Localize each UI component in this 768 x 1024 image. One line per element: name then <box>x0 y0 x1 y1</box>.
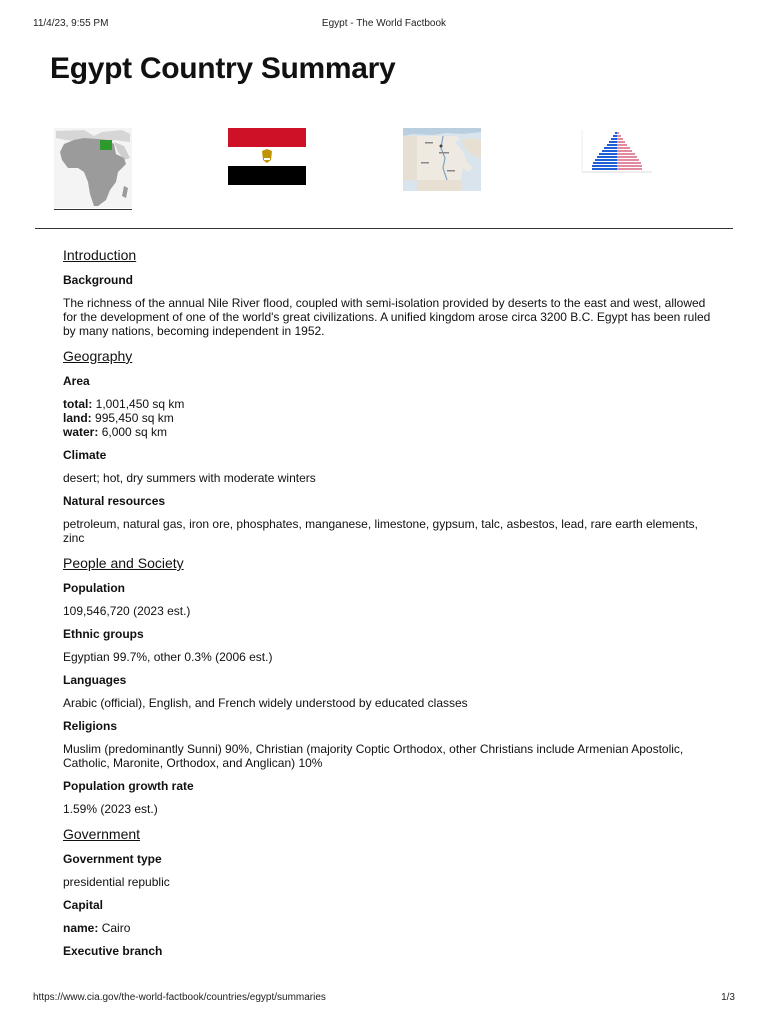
locator-map-underline <box>54 209 132 210</box>
country-name: Egypt <box>50 52 132 85</box>
locator-map-thumbnail[interactable] <box>54 128 132 210</box>
field-label-natural-resources: Natural resources <box>63 494 166 508</box>
field-text-ethnic-groups: Egyptian 99.7%, other 0.3% (2006 est.) <box>63 650 273 664</box>
capital-name-key: name: <box>63 921 99 935</box>
print-datetime: 11/4/23, 9:55 PM <box>33 18 109 29</box>
egypt-flag-image <box>228 128 306 185</box>
africa-locator-map <box>54 128 132 210</box>
country-map-thumbnail[interactable] <box>403 128 481 191</box>
field-label-climate: Climate <box>63 448 107 462</box>
title-suffix: Country Summary <box>139 52 396 85</box>
field-label-population-growth-rate: Population growth rate <box>63 779 194 793</box>
field-text-capital <box>63 921 713 935</box>
flag-thumbnail[interactable] <box>228 128 306 185</box>
capital-name-value: Cairo <box>101 921 131 935</box>
print-url[interactable]: https://www.cia.gov/the-world-factbook/countries/egypt/summaries <box>33 992 326 1003</box>
egypt-country-map <box>403 128 481 191</box>
area-total-key: total: <box>63 397 93 411</box>
population-pyramid-image <box>578 128 656 178</box>
field-label-population: Population <box>63 581 125 595</box>
population-pyramid-thumbnail[interactable] <box>578 128 656 178</box>
section-heading-introduction[interactable]: Introduction <box>63 247 137 263</box>
field-label-religions: Religions <box>63 719 118 733</box>
field-text-population: 109,546,720 (2023 est.) <box>63 604 191 618</box>
area-land-value: 995,450 sq km <box>95 411 174 425</box>
field-text-climate: desert; hot, dry summers with moderate winters <box>63 471 316 485</box>
field-text-population-growth-rate: 1.59% (2023 est.) <box>63 802 158 816</box>
field-text-area <box>63 397 713 439</box>
field-text-background: The richness of the annual Nile River flood, coupled with semi-isolation provided by deserts to the east and west, allowed for the development of one of the world's great civilizations. A unified kingdom arose circa 3200 B.C. Egypt has been ruled by many nations, becoming independent in 1952. <box>63 296 711 338</box>
area-land-key: land: <box>63 411 92 425</box>
field-label-area: Area <box>63 374 90 388</box>
header-divider <box>35 228 733 229</box>
print-page-title: Egypt - The World Factbook <box>321 18 447 29</box>
area-water-key: water: <box>63 425 99 439</box>
page-title <box>50 52 395 86</box>
field-text-government-type: presidential republic <box>63 875 170 889</box>
section-heading-government[interactable]: Government <box>63 826 141 842</box>
field-label-executive-branch: Executive branch <box>63 944 163 958</box>
field-label-languages: Languages <box>63 673 127 687</box>
field-label-capital: Capital <box>63 898 104 912</box>
summary-content <box>63 246 713 967</box>
area-total-value: 1,001,450 sq km <box>95 397 185 411</box>
field-text-languages: Arabic (official), English, and French widely understood by educated classes <box>63 696 468 710</box>
field-label-government-type: Government type <box>63 852 162 866</box>
area-water-value: 6,000 sq km <box>101 425 168 439</box>
section-heading-people-and-society[interactable]: People and Society <box>63 555 184 571</box>
print-page-number: 1/3 <box>721 992 735 1003</box>
field-text-natural-resources: petroleum, natural gas, iron ore, phosphates, manganese, limestone, gypsum, talc, asbestos, lead, rare earth elements, zinc <box>63 517 699 545</box>
field-label-ethnic-groups: Ethnic groups <box>63 627 144 641</box>
field-text-religions: Muslim (predominantly Sunni) 90%, Christian (majority Coptic Orthodox, other Christians include Armenian Apostolic, Catholic, Maronite, Orthodox, and Anglican) 10% <box>63 742 684 770</box>
field-label-background: Background <box>63 273 134 287</box>
section-heading-geography[interactable]: Geography <box>63 348 133 364</box>
